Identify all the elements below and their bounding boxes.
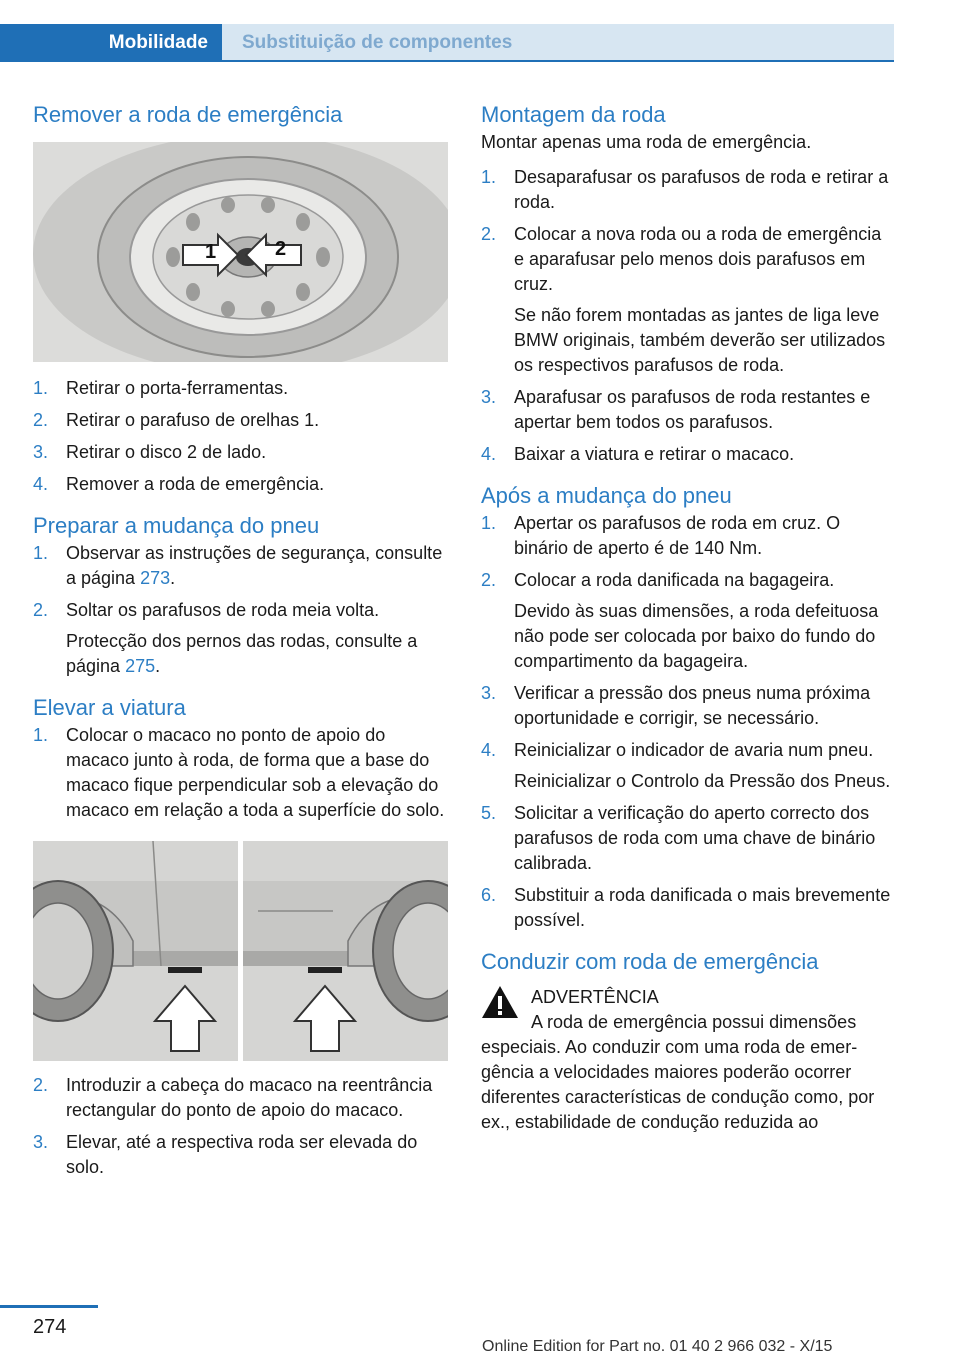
page-link-273[interactable]: 273 — [140, 568, 171, 588]
subsection-tab: Substituição de componentes — [222, 24, 894, 62]
jack-points-figure — [33, 841, 448, 1061]
list-item: 4. Baixar a viatura e retirar o macaco. — [481, 444, 795, 464]
remove-spare-heading: Remover a roda de emergência — [33, 102, 343, 127]
footer-rule — [0, 1305, 98, 1308]
header-rule — [0, 60, 894, 62]
list-item-note: Reinicializar o Controlo da Pressão dos Pneus. — [514, 771, 891, 791]
list-item-note: Se não forem montadas as jantes de liga leve BMW originais, também deverão ser utilizados os respectivos parafusos de roda. — [514, 305, 886, 375]
lift-vehicle-heading: Elevar a viatura — [33, 695, 186, 720]
right-column — [481, 100, 895, 1135]
prepare-steps-list — [33, 541, 448, 679]
prepare-tyre-change-heading: Preparar a mudança do pneu — [33, 513, 320, 538]
list-item: 3. Verificar a pressão dos pneus numa próxima oportunidade e corrigir, se necessário. — [481, 683, 871, 728]
mount-steps-list — [481, 165, 895, 467]
list-item: 1. Observar as instruções de segurança, consulte a página 273. — [33, 543, 443, 588]
list-item-note: Devido às suas dimensões, a roda defeituosa não pode ser colocada por baixo do fundo do compartimento da bagageira. — [514, 601, 879, 671]
after-steps-list — [481, 511, 895, 933]
list-item: 1. Apertar os parafusos de roda em cruz. O binário de aperto é de 140 Nm. — [481, 513, 841, 558]
list-item: 3. Retirar o disco 2 de lado. — [33, 442, 267, 462]
edition-note: Online Edition for Part no. 01 40 2 966 032 - X/15 — [482, 1338, 833, 1355]
list-item: 6. Substituir a roda danificada o mais brevemente possível. — [481, 885, 891, 930]
after-tyre-change-heading: Após a mudança do pneu — [481, 483, 732, 508]
list-item: 4. Reinicializar o indicador de avaria num pneu. Reinicializar o Controlo da Pressão dos Pneus. — [481, 738, 895, 794]
list-item-note: Protecção dos pernos das rodas, consulte a página 275. — [66, 631, 418, 676]
left-column — [33, 100, 448, 1187]
lift-steps-list-continued — [33, 1073, 448, 1180]
warning-label: ADVERTÊNCIA — [531, 987, 659, 1007]
list-item: 4. Remover a roda de emergência. — [33, 474, 325, 494]
page-header — [0, 0, 960, 70]
list-item: 3. Aparafusar os parafusos de roda restantes e apertar bem todos os parafusos. — [481, 387, 871, 432]
list-item: 1. Desaparafusar os parafusos de roda e retirar a roda. — [481, 167, 889, 212]
mount-wheel-heading: Montagem da roda — [481, 102, 666, 127]
figure-label-1: 1 — [205, 241, 217, 263]
warning-triangle-icon — [481, 985, 519, 1019]
list-item: 2. Colocar a roda danificada na bagageira. Devido às suas dimensões, a roda defeituosa não pode ser colocada por baixo do fundo do compartimento da bagageira. — [481, 568, 895, 674]
spare-wheel-illustration — [33, 142, 448, 362]
spare-wheel-figure — [33, 142, 448, 362]
list-item: 5. Solicitar a verificação do aperto correcto dos parafusos de roda com uma chave de binário calibrada. — [481, 803, 876, 873]
drive-spare-heading: Conduzir com roda de emergência — [481, 949, 819, 974]
page-number: 274 — [33, 1316, 67, 1338]
list-item: 2. Introduzir a cabeça do macaco na reentrância rectangular do ponto de apoio do macaco. — [33, 1075, 433, 1120]
list-item: 1. Retirar o porta-ferramentas. — [33, 378, 289, 398]
page-link-275[interactable]: 275 — [125, 656, 156, 676]
remove-steps-list — [33, 376, 448, 497]
section-tab: Mobilidade — [0, 24, 222, 62]
figure-label-2: 2 — [275, 238, 287, 260]
list-item: 3. Elevar, até a respectiva roda ser elevada do solo. — [33, 1132, 418, 1177]
mount-intro: Montar apenas uma roda de emergência. — [481, 132, 812, 152]
lift-steps-list — [33, 723, 448, 823]
list-item: 2. Retirar o parafuso de orelhas 1. — [33, 410, 320, 430]
jack-points-illustration — [33, 841, 448, 1061]
warning-box — [481, 985, 895, 1135]
warning-text: A roda de emergência possui dimensões especiais. Ao conduzir com uma roda de emergência a velocidades maiores poderão ocorrer diferentes características de condução como, por ex., estabilidade de condução reduzida ao — [481, 1012, 875, 1132]
list-item: 1. Colocar o macaco no ponto de apoio do macaco junto à roda, de forma que a base do macaco fique perpendicular sob a elevação do macaco em relação a toda a superfície do solo. — [33, 725, 445, 820]
list-item: 2. Colocar a nova roda ou a roda de emergência e aparafusar pelo menos dois parafusos em cruz. Se não forem montadas as jantes de liga leve BMW originais, também deverão ser utilizados os respectivos parafusos de roda. — [481, 222, 895, 378]
list-item: 2. Soltar os parafusos de roda meia volta. Protecção dos pernos das rodas, consulte a página 275. — [33, 598, 448, 679]
